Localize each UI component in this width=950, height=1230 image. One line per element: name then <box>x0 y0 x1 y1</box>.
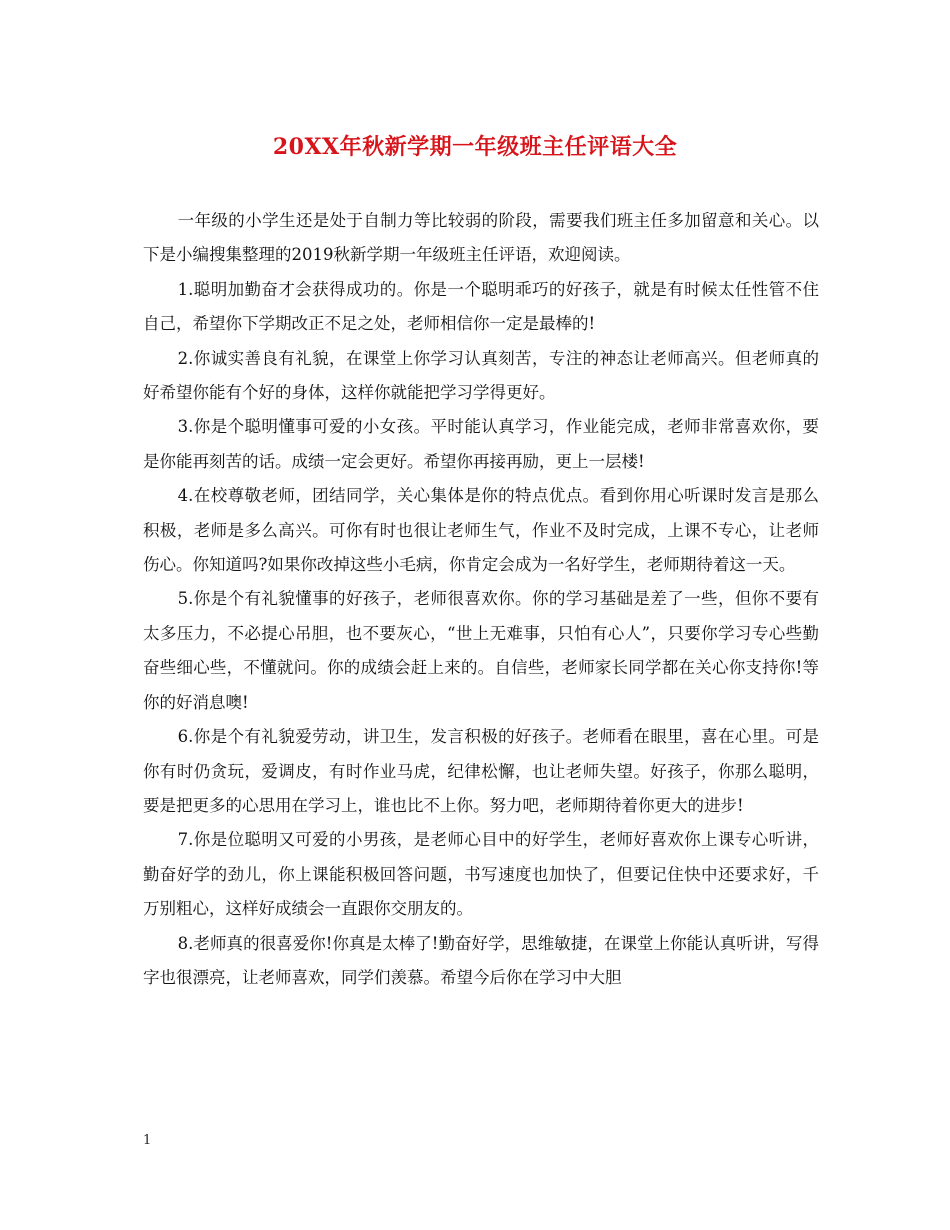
page-number: 1 <box>143 1133 152 1148</box>
paragraph-comment-6: 6.你是个有礼貌爱劳动，讲卫生，发言积极的好孩子。老师看在眼里，喜在心里。可是你有时仍贪玩，爱调皮，有时作业马虎，纪律松懈，也让老师失望。好孩子，你那么聪明，要是把更多的心思用在学习上，谁也比不上你。努力吧，老师期待着你更大的进步! <box>143 727 819 815</box>
paragraph-comment-2: 2.你诚实善良有礼貌，在课堂上你学习认真刻苦，专注的神态让老师高兴。但老师真的好希望你能有个好的身体，这样你就能把学习学得更好。 <box>143 348 819 403</box>
paragraph-comment-7: 7.你是位聪明又可爱的小男孩，是老师心目中的好学生，老师好喜欢你上课专心听讲，勤奋好学的劲儿，你上课能积极回答问题，书写速度也加快了，但要记住快中还要求好，千万别粗心，这样好成绩会一直跟你交朋友的。 <box>143 830 819 919</box>
paragraph-intro: 一年级的小学生还是处于自制力等比较弱的阶段，需要我们班主任多加留意和关心。以下是小编搜集整理的2019秋新学期一年级班主任评语，欢迎阅读。 <box>143 211 819 265</box>
paragraph-comment-8: 8.老师真的很喜爱你!你真是太棒了!勤奋好学，思维敏捷，在课堂上你能认真听讲，写得字也很漂亮，让老师喜欢，同学们羡慕。希望今后你在学习中大胆 <box>143 933 819 987</box>
document-title: 20XX年秋新学期一年级班主任评语大全 <box>272 134 678 160</box>
paragraph-comment-5: 5.你是个有礼貌懂事的好孩子，老师很喜欢你。你的学习基础是差了一些，但你不要有太多压力，不必提心吊胆，也不要灰心，“世上无难事，只怕有心人”，只要你学习专心些勤奋些细心些，不懂就问。你的成绩会赶上来的。自信些，老师家长同学都在关心你支持你!等你的好消息噢! <box>143 589 819 712</box>
document-body <box>143 204 819 995</box>
paragraph-comment-4: 4.在校尊敬老师，团结同学，关心集体是你的特点优点。看到你用心听课时发言是那么积极，老师是多么高兴。可你有时也很让老师生气，作业不及时完成，上课不专心，让老师伤心。你知道吗?如果你改掉这些小毛病，你肯定会成为一名好学生，老师期待着这一天。 <box>143 486 819 575</box>
paragraph-comment-3: 3.你是个聪明懂事可爱的小女孩。平时能认真学习，作业能完成，老师非常喜欢你，要是你能再刻苦的话。成绩一定会更好。希望你再接再励，更上一层楼! <box>143 417 819 471</box>
paragraph-comment-1: 1.聪明加勤奋才会获得成功的。你是一个聪明乖巧的好孩子，就是有时候太任性管不住自己，希望你下学期改正不足之处，老师相信你一定是最棒的! <box>143 279 819 334</box>
